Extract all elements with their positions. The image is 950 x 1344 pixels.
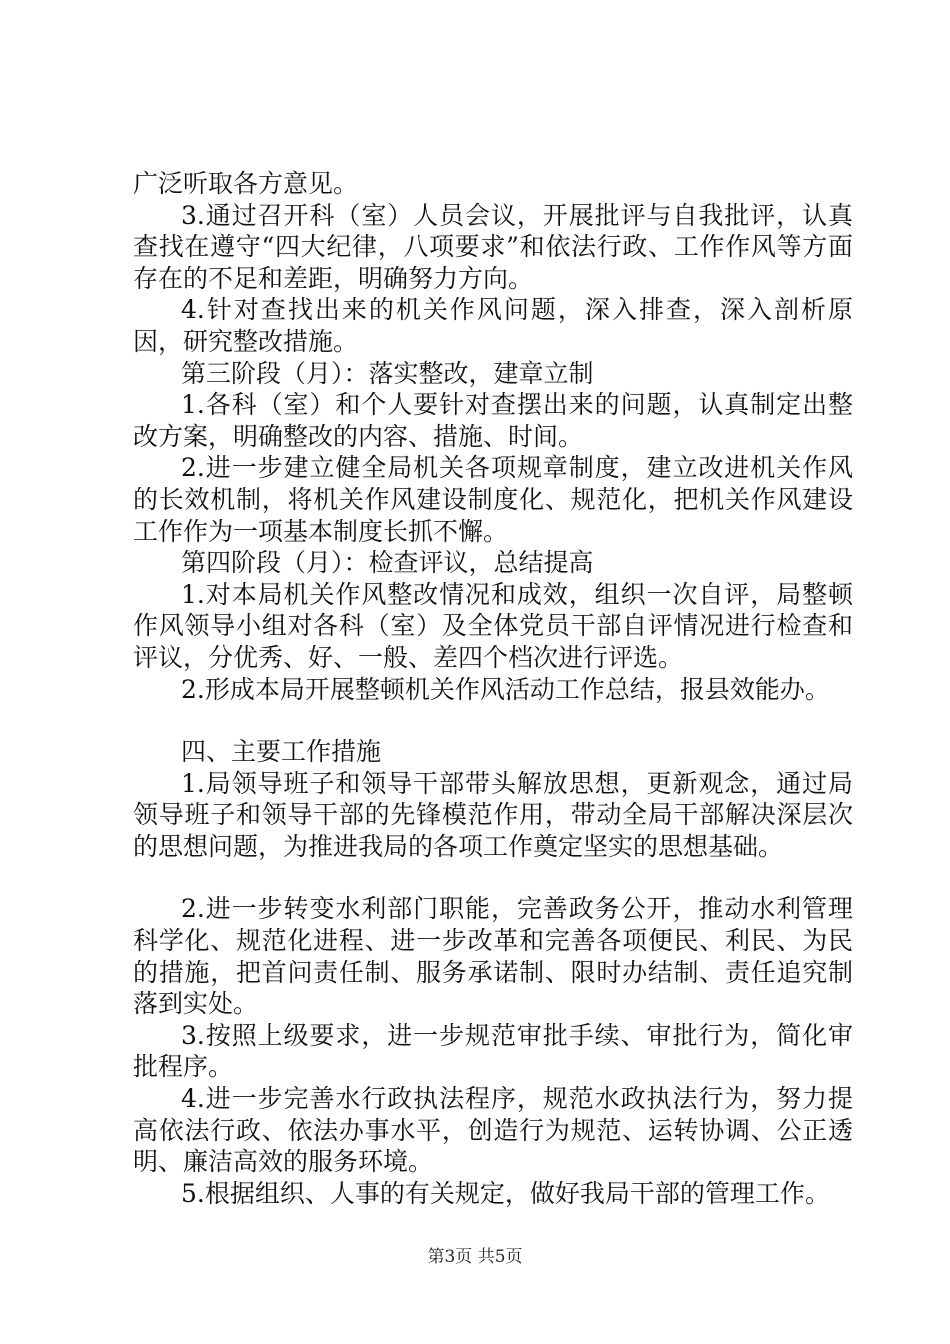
paragraph-item-3: 3.通过召开科（室）人员会议，开展批评与自我批评，认真查找在遵守“四大纪律，八项要求”和依法行政、工作作风等方面存在的不足和差距，明确努力方向。 [133,200,853,293]
section-four-heading: 四、主要工作措施 [181,737,382,767]
stage-four-item-2: 2.形成本局开展整顿机关作风活动工作总结，报县效能办。 [181,674,830,704]
measure-item-4: 4.进一步完善水行政执法程序，规范水政执法行为，努力提高依法行政、依法办事水平，创造行为规范、运转协调、公正透明、廉洁高效的服务环境。 [133,1084,853,1177]
document-body [133,168,853,1209]
stage-three-item-2: 2.进一步建立健全局机关各项规章制度，建立改进机关作风的长效机制，将机关作风建设制度化、规范化，把机关作风建设工作作为一项基本制度长抓不懈。 [133,453,853,546]
page-footer [0,1242,950,1267]
measure-item-1: 1.局领导班子和领导干部带头解放思想，更新观念，通过局领导班子和领导干部的先锋模范作用，带动全局干部解决深层次的思想问题，为推进我局的各项工作奠定坚实的思想基础。 [133,768,853,861]
stage-three-item-1: 1.各科（室）和个人要针对查摆出来的问题，认真制定出整改方案，明确整改的内容、措施、时间。 [133,390,853,451]
stage-three-heading: 第三阶段（月）：落实整改，建章立制 [181,358,594,388]
paragraph-item-4: 4.针对查找出来的机关作风问题，深入排查，深入剖析原因，研究整改措施。 [133,295,853,356]
measure-item-2: 2.进一步转变水利部门职能，完善政务公开，推动水利管理科学化、规范化进程、进一步改革和完善各项便民、利民、为民的措施，把首问责任制、服务承诺制、限时办结制、责任追究制落到实处。 [133,894,853,1019]
stage-four-heading: 第四阶段（月）：检查评议，总结提高 [181,548,594,578]
stage-four-item-1: 1.对本局机关作风整改情况和成效，组织一次自评，局整顿作风领导小组对各科（室）及全体党员干部自评情况进行检查和评议，分优秀、好、一般、差四个档次进行评选。 [133,579,853,672]
paragraph-continuation: 广泛听取各方意见。 [133,169,359,198]
page-indicator: 第3页 共5页 [427,1247,523,1267]
measure-item-3: 3.按照上级要求，进一步规范审批手续、审批行为，简化审批程序。 [133,1020,853,1082]
measure-item-5: 5.根据组织、人事的有关规定，做好我局干部的管理工作。 [181,1178,830,1208]
